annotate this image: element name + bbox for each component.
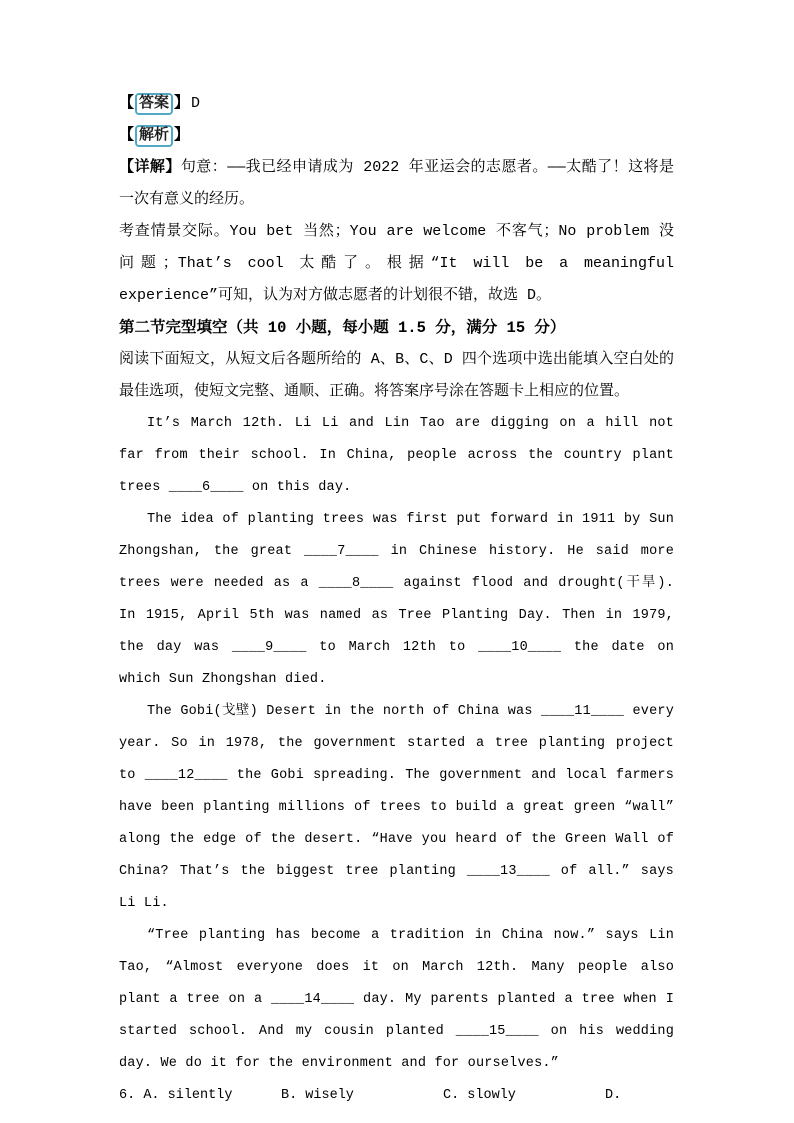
answer-value: D xyxy=(191,95,201,112)
option-a-cell xyxy=(119,1080,281,1112)
passage-paragraph-4: “Tree planting has become a tradition in China now.” says Lin Tao, “Almost everyone does it on March 12th. Many people also plant a tree on a ____14____ day. My parents planted a tree when I started school. And my cousin planted ____15____ on his wedding day. We do it for the environment and for ourselves.” xyxy=(119,928,674,1071)
section-heading: 第二节完型填空（共 10 小题，每小题 1.5 分，满分 15 分） xyxy=(119,319,566,337)
analysis-line xyxy=(119,120,674,152)
option-c: C. slowly xyxy=(443,1088,516,1103)
option-b: B. wisely xyxy=(281,1088,354,1103)
passage-paragraph-1: It’s March 12th. Li Li and Lin Tao are digging on a hill not far from their school. In China, people across the country plant trees ____6____ on this day. xyxy=(119,416,674,495)
analysis-term-box: 解析 xyxy=(135,125,173,147)
detail-label: 【详解】 xyxy=(119,159,181,176)
instructions-paragraph: 阅读下面短文，从短文后各题所给的 A、B、C、D 四个选项中选出能填入空白处的最佳选项，使短文完整、通顺、正确。将答案序号涂在答题卡上相应的位置。 xyxy=(119,351,674,400)
analysis-bracket-open: 【 xyxy=(119,127,135,144)
passage-paragraph-2: The idea of planting trees was first put forward in 1911 by Sun Zhongshan, the great ____7____ in Chinese history. He said more trees were needed as a ____8____ against flood and drought(干旱). In 1915, April 5th was named as Tree Planting Day. Then in 1979, the day was ____9____ to March 12th to ____10____ the date on which Sun Zhongshan died. xyxy=(119,512,674,687)
answer-term-box: 答案 xyxy=(135,93,173,115)
option-d: D. xyxy=(605,1088,622,1103)
option-a: A. silently xyxy=(143,1088,233,1103)
answer-bracket-open: 【 xyxy=(119,95,135,112)
question-6-options-row xyxy=(119,1080,674,1112)
answer-bracket-close: 】 xyxy=(174,95,190,112)
answer-line xyxy=(119,88,674,120)
analysis-bracket-close: 】 xyxy=(174,127,190,144)
detail-paragraph xyxy=(119,152,674,216)
commentary-paragraph: 考查情景交际。You bet 当然；You are welcome 不客气；No problem 没问题；That’s cool 太酷了。根据“It will be a meaningful experience”可知，认为对方做志愿者的计划很不错，故选 D。 xyxy=(119,223,674,304)
question-number: 6. xyxy=(119,1088,136,1103)
detail-text: 句意：——我已经申请成为 2022 年亚运会的志愿者。——太酷了！这将是一次有意义的经历。 xyxy=(119,159,674,208)
passage-paragraph-3: The Gobi(戈壁) Desert in the north of China was ____11____ every year. So in 1978, the government started a tree planting project to ____12____ the Gobi spreading. The government and local farmers have been planting millions of trees to build a great green “wall” along the edge of the desert. “Have you heard of the Green Wall of China? That’s the biggest tree planting ____13____ of all.” says Li Li. xyxy=(119,704,674,911)
